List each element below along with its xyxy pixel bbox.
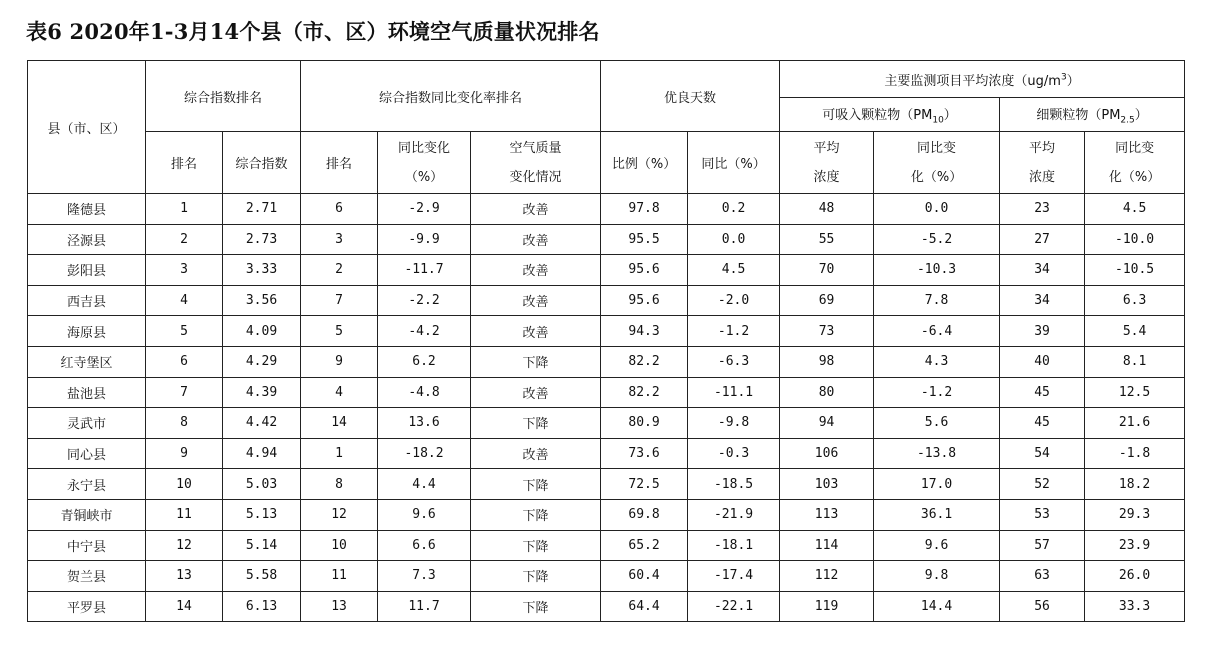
cell-composite-index: 3.33 (223, 255, 301, 286)
cell-good-days-yoy: -18.5 (688, 469, 780, 500)
cell-composite-index: 6.13 (223, 591, 301, 622)
table-body (28, 194, 1185, 622)
cell-good-days-yoy: -9.8 (688, 408, 780, 439)
cell-pm10-change: 7.8 (874, 285, 1000, 316)
cell-change-rank: 7 (301, 285, 378, 316)
cell-composite-index: 4.42 (223, 408, 301, 439)
cell-pm25-avg: 54 (1000, 438, 1085, 469)
cell-good-days-ratio: 82.2 (601, 346, 688, 377)
table-row (28, 255, 1185, 286)
cell-pm10-avg: 70 (780, 255, 874, 286)
cell-pm25-change: 6.3 (1085, 285, 1185, 316)
cell-composite-index: 2.73 (223, 224, 301, 255)
cell-change-rank: 1 (301, 438, 378, 469)
cell-good-days-yoy: -0.3 (688, 438, 780, 469)
cell-change-rank: 3 (301, 224, 378, 255)
cell-pm25-change: 5.4 (1085, 316, 1185, 347)
cell-yoy-change: 11.7 (378, 591, 471, 622)
cell-rank: 2 (146, 224, 223, 255)
cell-pm25-change: 8.1 (1085, 346, 1185, 377)
cell-aq-change: 下降 (471, 530, 601, 561)
cell-county: 彭阳县 (28, 255, 146, 286)
cell-yoy-change: 13.6 (378, 408, 471, 439)
table-row (28, 530, 1185, 561)
cell-pm10-change: 5.6 (874, 408, 1000, 439)
cell-good-days-ratio: 94.3 (601, 316, 688, 347)
cell-aq-change: 下降 (471, 346, 601, 377)
header-pm25-change: 同比变 化（%） (1085, 132, 1185, 194)
table-row (28, 346, 1185, 377)
cell-good-days-ratio: 82.2 (601, 377, 688, 408)
cell-change-rank: 6 (301, 194, 378, 225)
cell-composite-index: 5.13 (223, 499, 301, 530)
cell-county: 红寺堡区 (28, 346, 146, 377)
cell-good-days-ratio: 80.9 (601, 408, 688, 439)
cell-rank: 4 (146, 285, 223, 316)
cell-aq-change: 下降 (471, 499, 601, 530)
cell-yoy-change: -9.9 (378, 224, 471, 255)
cell-pm10-avg: 48 (780, 194, 874, 225)
header-composite-rank-group: 综合指数排名 (146, 61, 301, 132)
cell-pm25-avg: 39 (1000, 316, 1085, 347)
cell-change-rank: 12 (301, 499, 378, 530)
cell-good-days-ratio: 97.8 (601, 194, 688, 225)
cell-good-days-yoy: -2.0 (688, 285, 780, 316)
cell-good-days-ratio: 65.2 (601, 530, 688, 561)
cell-yoy-change: -18.2 (378, 438, 471, 469)
cell-pm10-change: -13.8 (874, 438, 1000, 469)
cell-pm25-avg: 63 (1000, 561, 1085, 592)
cell-composite-index: 4.94 (223, 438, 301, 469)
cell-change-rank: 2 (301, 255, 378, 286)
table-row (28, 469, 1185, 500)
cell-composite-index: 5.58 (223, 561, 301, 592)
cell-aq-change: 下降 (471, 469, 601, 500)
cell-pm10-change: 9.6 (874, 530, 1000, 561)
header-good-days-group: 优良天数 (601, 61, 780, 132)
cell-good-days-yoy: -17.4 (688, 561, 780, 592)
cell-good-days-ratio: 73.6 (601, 438, 688, 469)
cell-change-rank: 11 (301, 561, 378, 592)
table-row (28, 285, 1185, 316)
cell-pm10-avg: 73 (780, 316, 874, 347)
cell-good-days-ratio: 60.4 (601, 561, 688, 592)
cell-pm10-avg: 106 (780, 438, 874, 469)
cell-county: 永宁县 (28, 469, 146, 500)
cell-good-days-ratio: 64.4 (601, 591, 688, 622)
cell-pm10-avg: 98 (780, 346, 874, 377)
cell-rank: 3 (146, 255, 223, 286)
cell-good-days-yoy: -21.9 (688, 499, 780, 530)
cell-pm25-change: 26.0 (1085, 561, 1185, 592)
cell-change-rank: 8 (301, 469, 378, 500)
cell-good-days-ratio: 95.6 (601, 285, 688, 316)
table-title: 表6 2020年1-3月14个县（市、区）环境空气质量状况排名 (26, 19, 600, 44)
cell-composite-index: 5.14 (223, 530, 301, 561)
cell-pm25-change: 23.9 (1085, 530, 1185, 561)
cell-rank: 1 (146, 194, 223, 225)
cell-pm25-avg: 57 (1000, 530, 1085, 561)
cell-good-days-yoy: 4.5 (688, 255, 780, 286)
header-aq-change: 空气质量 变化情况 (471, 132, 601, 194)
cell-rank: 8 (146, 408, 223, 439)
cell-yoy-change: -4.2 (378, 316, 471, 347)
cell-composite-index: 2.71 (223, 194, 301, 225)
cell-aq-change: 改善 (471, 438, 601, 469)
cell-pm25-change: 4.5 (1085, 194, 1185, 225)
cell-rank: 5 (146, 316, 223, 347)
header-pm25-avg: 平均 浓度 (1000, 132, 1085, 194)
header-pm10-group: 可吸入颗粒物$(PM_{10})$ (780, 98, 1000, 132)
cell-pm10-avg: 103 (780, 469, 874, 500)
cell-aq-change: 改善 (471, 224, 601, 255)
header-pollutants-group: 主要监测项目平均浓度$(ug/m^3)$ (780, 61, 1185, 98)
cell-good-days-yoy: -11.1 (688, 377, 780, 408)
cell-pm10-change: 14.4 (874, 591, 1000, 622)
header-yoy-change: 同比变化 （%） (378, 132, 471, 194)
cell-change-rank: 14 (301, 408, 378, 439)
cell-aq-change: 改善 (471, 255, 601, 286)
header-change-rank: 排名 (301, 132, 378, 194)
cell-change-rank: 13 (301, 591, 378, 622)
cell-yoy-change: -11.7 (378, 255, 471, 286)
table-row (28, 194, 1185, 225)
table-row (28, 438, 1185, 469)
cell-yoy-change: -2.9 (378, 194, 471, 225)
cell-county: 盐池县 (28, 377, 146, 408)
cell-pm25-change: -10.0 (1085, 224, 1185, 255)
header-change-rank-group: 综合指数同比变化率排名 (301, 61, 601, 132)
cell-yoy-change: 4.4 (378, 469, 471, 500)
cell-pm10-avg: 94 (780, 408, 874, 439)
cell-change-rank: 5 (301, 316, 378, 347)
cell-pm25-avg: 23 (1000, 194, 1085, 225)
cell-pm10-change: -6.4 (874, 316, 1000, 347)
cell-pm10-avg: 112 (780, 561, 874, 592)
cell-county: 中宁县 (28, 530, 146, 561)
header-county: 县（市、区） (28, 61, 146, 194)
cell-pm10-avg: 80 (780, 377, 874, 408)
cell-county: 平罗县 (28, 591, 146, 622)
cell-pm10-avg: 114 (780, 530, 874, 561)
table-row (28, 316, 1185, 347)
cell-good-days-yoy: 0.0 (688, 224, 780, 255)
cell-pm25-change: 29.3 (1085, 499, 1185, 530)
cell-pm10-change: -5.2 (874, 224, 1000, 255)
cell-yoy-change: -2.2 (378, 285, 471, 316)
cell-pm10-change: 17.0 (874, 469, 1000, 500)
cell-pm10-change: 4.3 (874, 346, 1000, 377)
cell-aq-change: 改善 (471, 285, 601, 316)
cell-pm10-avg: 55 (780, 224, 874, 255)
cell-pm25-avg: 34 (1000, 285, 1085, 316)
cell-good-days-yoy: -18.1 (688, 530, 780, 561)
cell-pm25-change: 21.6 (1085, 408, 1185, 439)
cell-change-rank: 4 (301, 377, 378, 408)
cell-pm10-avg: 113 (780, 499, 874, 530)
cell-yoy-change: 7.3 (378, 561, 471, 592)
cell-good-days-yoy: 0.2 (688, 194, 780, 225)
cell-good-days-ratio: 69.8 (601, 499, 688, 530)
cell-county: 泾源县 (28, 224, 146, 255)
cell-pm25-avg: 56 (1000, 591, 1085, 622)
cell-rank: 9 (146, 438, 223, 469)
table-row (28, 377, 1185, 408)
cell-change-rank: 10 (301, 530, 378, 561)
cell-pm25-avg: 45 (1000, 377, 1085, 408)
cell-rank: 11 (146, 499, 223, 530)
table-row (28, 499, 1185, 530)
cell-rank: 12 (146, 530, 223, 561)
cell-good-days-ratio: 95.5 (601, 224, 688, 255)
cell-county: 海原县 (28, 316, 146, 347)
cell-rank: 6 (146, 346, 223, 377)
cell-rank: 13 (146, 561, 223, 592)
cell-composite-index: 3.56 (223, 285, 301, 316)
cell-pm25-change: -1.8 (1085, 438, 1185, 469)
cell-pm25-avg: 27 (1000, 224, 1085, 255)
cell-pm25-avg: 45 (1000, 408, 1085, 439)
air-quality-ranking-table (27, 60, 1185, 622)
cell-yoy-change: 9.6 (378, 499, 471, 530)
header-rank: 排名 (146, 132, 223, 194)
table-row (28, 591, 1185, 622)
cell-rank: 14 (146, 591, 223, 622)
cell-composite-index: 5.03 (223, 469, 301, 500)
cell-county: 西吉县 (28, 285, 146, 316)
cell-good-days-ratio: 95.6 (601, 255, 688, 286)
cell-good-days-yoy: -1.2 (688, 316, 780, 347)
table-row (28, 224, 1185, 255)
cell-pm10-avg: 69 (780, 285, 874, 316)
cell-change-rank: 9 (301, 346, 378, 377)
cell-county: 同心县 (28, 438, 146, 469)
cell-aq-change: 下降 (471, 591, 601, 622)
cell-pm10-change: 9.8 (874, 561, 1000, 592)
cell-yoy-change: 6.2 (378, 346, 471, 377)
cell-pm10-avg: 119 (780, 591, 874, 622)
header-pm25-group: 细颗粒物$(PM_{2.5})$ (1000, 98, 1185, 132)
cell-county: 隆德县 (28, 194, 146, 225)
cell-good-days-ratio: 72.5 (601, 469, 688, 500)
cell-composite-index: 4.29 (223, 346, 301, 377)
cell-aq-change: 改善 (471, 194, 601, 225)
cell-aq-change: 下降 (471, 408, 601, 439)
header-composite-index: 综合指数 (223, 132, 301, 194)
cell-good-days-yoy: -6.3 (688, 346, 780, 377)
cell-yoy-change: -4.8 (378, 377, 471, 408)
table-row (28, 561, 1185, 592)
cell-county: 青铜峡市 (28, 499, 146, 530)
cell-pm25-avg: 53 (1000, 499, 1085, 530)
cell-pm25-change: 18.2 (1085, 469, 1185, 500)
cell-pm10-change: 36.1 (874, 499, 1000, 530)
cell-good-days-yoy: -22.1 (688, 591, 780, 622)
cell-pm10-change: 0.0 (874, 194, 1000, 225)
cell-yoy-change: 6.6 (378, 530, 471, 561)
cell-pm25-avg: 52 (1000, 469, 1085, 500)
cell-rank: 10 (146, 469, 223, 500)
header-yoy: 同比（%） (688, 132, 780, 194)
header-pm10-change: 同比变 化（%） (874, 132, 1000, 194)
cell-pm25-change: 33.3 (1085, 591, 1185, 622)
table-row (28, 408, 1185, 439)
cell-aq-change: 改善 (471, 377, 601, 408)
cell-pm25-change: 12.5 (1085, 377, 1185, 408)
header-pm10-avg: 平均 浓度 (780, 132, 874, 194)
cell-pm25-change: -10.5 (1085, 255, 1185, 286)
cell-pm10-change: -10.3 (874, 255, 1000, 286)
cell-pm25-avg: 40 (1000, 346, 1085, 377)
cell-composite-index: 4.09 (223, 316, 301, 347)
cell-composite-index: 4.39 (223, 377, 301, 408)
cell-aq-change: 下降 (471, 561, 601, 592)
cell-county: 灵武市 (28, 408, 146, 439)
cell-aq-change: 改善 (471, 316, 601, 347)
header-ratio: 比例（%） (601, 132, 688, 194)
cell-pm25-avg: 34 (1000, 255, 1085, 286)
cell-rank: 7 (146, 377, 223, 408)
cell-pm10-change: -1.2 (874, 377, 1000, 408)
cell-county: 贺兰县 (28, 561, 146, 592)
